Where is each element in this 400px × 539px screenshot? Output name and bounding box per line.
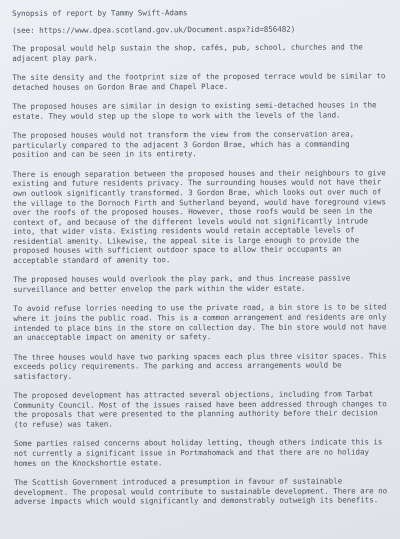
paragraph — [13, 274, 393, 295]
paragraph-line: detached houses on Gordon Brae and Chapel Place. — [12, 81, 229, 92]
paragraph — [14, 389, 394, 429]
paragraph-line: intended to place bins in the store on collection day. The bin store would not have — [13, 321, 387, 333]
paragraph — [13, 303, 393, 343]
paragraph — [12, 42, 392, 63]
paragraph-line: own outlook significantly transformed. 3 Gordon Brae, which looks out over much of — [12, 187, 382, 198]
paragraph-line: Some parties raised concerns about holiday letting, though others indicate this is — [13, 437, 383, 449]
paragraph — [13, 168, 393, 266]
paragraph-line: There is enough separation between the proposed houses and their neighbours to give — [12, 168, 386, 179]
paragraph-line: the proposals that were presented to the planning authority before their decision — [13, 408, 378, 420]
paragraph — [12, 71, 392, 92]
paragraph-line: existing and future residents privacy. The surrounding houses would not have their — [12, 177, 382, 189]
paragraph-line: homes on the Knockshortie estate. — [14, 457, 163, 468]
paragraph-line: the village to the Dornoch Firth and Sutherland beyond, would have foreground views — [12, 196, 386, 208]
paragraph-line: not currently a significant issue in Portmahomack and that there are no holiday — [13, 447, 369, 458]
paragraph-line: The proposed development has attracted several objections, including from Tarbat — [13, 389, 374, 401]
paragraph-line: The site density and the footprint size of the proposed terrace would be similar to — [12, 71, 386, 83]
paragraph — [12, 100, 392, 121]
paragraph-list — [12, 42, 394, 506]
paragraph-line: adjacent play park. — [12, 53, 98, 63]
source-reference: (see: https://www.dpea.scotland.gov.uk/Document.aspx?id=856482) — [12, 24, 296, 35]
paragraph — [14, 476, 394, 506]
paragraph-line: proposed houses with sufficient outdoor space to allow their occupants an — [13, 244, 342, 256]
paragraph-line: acceptable standard of amenity too. — [13, 255, 171, 266]
paragraph-line: satisfactory. — [13, 371, 73, 381]
paragraph-line: The proposal would help sustain the shop, cafés, pub, school, churches and the — [12, 42, 363, 54]
paragraph-line: The proposed houses would not transform the view from the conservation area, — [12, 129, 355, 141]
paragraph-line: adverse impacts which would significantly and demonstrably outweigh its benefits. — [14, 495, 379, 507]
paragraph-line: The proposed houses are similar in design to existing semi-detached houses in the — [12, 100, 377, 112]
paragraph-line: context of, and because of the different levels would not significantly intrude — [12, 216, 368, 227]
paragraph-line: over the roofs of the proposed houses. However, those roofs would be seen in the — [12, 206, 373, 218]
paragraph-line: into, that wider vista. Existing residents would retain acceptable levels of — [12, 225, 355, 237]
paragraph-line: position and can be seen in its entirety. — [12, 149, 197, 160]
paragraph — [13, 129, 393, 159]
paragraph-line: particularly compared to the adjacent 3 Gordon Brae, which has a commanding — [12, 139, 350, 150]
paragraph-line: surveillance and better envelop the park within the wider estate. — [13, 283, 306, 294]
paragraph-line: residential amenity. Likewise, the appeal site is large enough to provide the — [13, 235, 360, 246]
paragraph-line: Community Council. Most of the issues raised have been addressed through changes to — [13, 399, 387, 410]
document-title: Synopsis of report by Tammy Swift-Adams — [12, 8, 188, 18]
paragraph-line: where it joins the public road. This is a common arrangement and residents are only — [13, 312, 387, 323]
paragraph-line: The three houses would have two parking spaces each plus three visitor spaces. This — [13, 350, 387, 362]
paragraph-line: The Scottish Government introduced a presumption in favour of sustainable — [14, 476, 343, 487]
paragraph-line: an unacceptable impact on amenity or safety. — [13, 332, 212, 343]
paragraph — [14, 351, 394, 381]
paragraph-line: estate. They would step up the slope to work with the levels of the land. — [12, 110, 341, 121]
paragraph-line: development. The proposal would contribute to sustainable development. There are no — [14, 485, 388, 497]
paragraph-line: (to refuse) was taken. — [13, 419, 113, 429]
paragraph — [14, 438, 394, 468]
paragraph-line: To avoid refuse lorries needing to use the private road, a bin store is to be sited — [13, 302, 387, 314]
paragraph-line: The proposed houses would overlook the play park, and thus increase passive — [13, 273, 351, 285]
paragraph-line: exceeds policy requirements. The parking and access arrangements would be — [13, 360, 342, 372]
